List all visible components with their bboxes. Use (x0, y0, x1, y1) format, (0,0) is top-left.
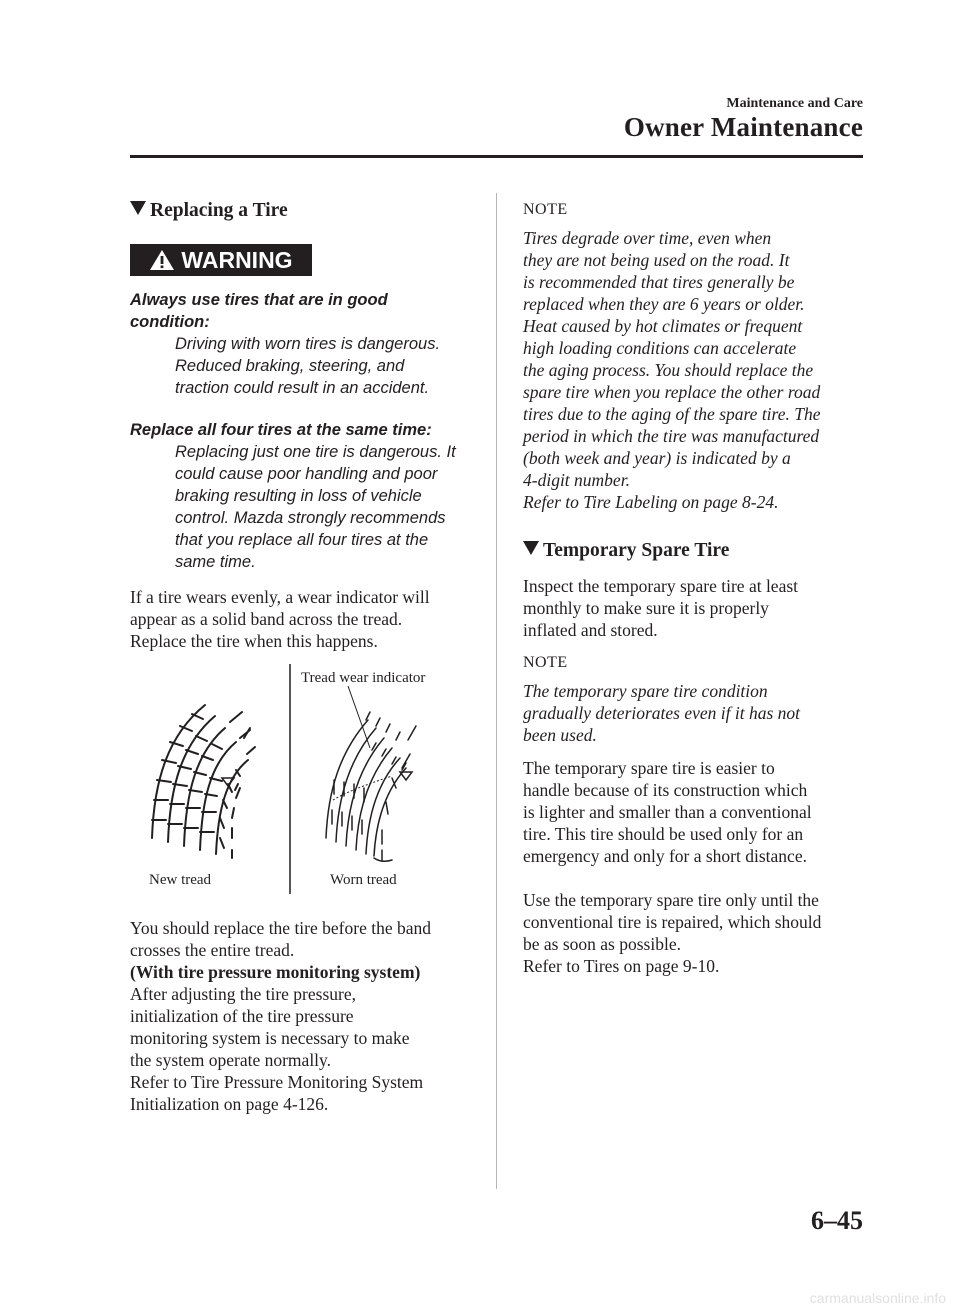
wear-indicator-paragraph: If a tire wears evenly, a wear indicator will appear as a solid band across the tread. Replace the tire when this happens. (130, 587, 430, 651)
note-2-label: NOTE (523, 654, 568, 671)
replace-before-band-paragraph: You should replace the tire before the band crosses the entire tread. (130, 918, 431, 960)
watermark: carmanualsonline.info (809, 1290, 946, 1306)
running-header-title: Owner Maintenance (623, 112, 863, 142)
triangle-bullet-icon (523, 541, 539, 555)
note-1-text: Tires degrade over time, even when they are not being used on the road. It is recommended that tires generally be replaced when they are 6 years or older. Heat caused by hot climates or frequent high loading conditions can accelerate the aging process. You should replace the spare tire when you replace the other road tires due to the aging of the spare tire. The period in which the tire was manufactured (both week and year) is indicated by a 4-digit number. Refer to Tire Labeling on page 8-24. (523, 228, 821, 512)
tread-illustration (130, 660, 470, 900)
note-2-text: The temporary spare tire condition gradually deteriorates even if it has not been used. (523, 681, 801, 745)
spare-construction-paragraph: The temporary spare tire is easier to handle because of its construction which is lighter and smaller than a conventional tire. This tire should be used only for an emergency and only for a short distance. (523, 758, 812, 866)
worn-tread-label: Worn tread (330, 872, 397, 888)
tread-wear-indicator-label: Tread wear indicator (301, 670, 426, 686)
tpms-subheading: (With tire pressure monitoring system) (130, 962, 421, 982)
section-heading-replacing-a-tire: Replacing a Tire (130, 200, 288, 222)
header-rule (130, 155, 863, 158)
warning-icon (149, 249, 175, 271)
tpms-paragraph: After adjusting the tire pressure, initialization of the tire pressure monitoring system is necessary to make the system operate normally. Refer to Tire Pressure Monitoring System Initialization on page 4-126. (130, 984, 424, 1114)
warning-1-heading: Always use tires that are in good condition: (130, 291, 388, 331)
warning-badge: WARNING (130, 244, 312, 276)
warning-2-heading: Replace all four tires at the same time: (130, 421, 432, 439)
column-divider (496, 193, 497, 1189)
running-header-section: Maintenance and Care (726, 96, 863, 111)
triangle-bullet-icon (130, 201, 146, 215)
inspect-spare-paragraph: Inspect the temporary spare tire at least monthly to make sure it is properly inflated and stored. (523, 576, 799, 640)
page-number: 6–45 (811, 1206, 863, 1235)
section-heading-temporary-spare-tire: Temporary Spare Tire (523, 540, 729, 562)
tread-figure (130, 660, 470, 900)
note-1-label: NOTE (523, 201, 568, 218)
new-tread-label: New tread (149, 872, 212, 888)
warning-2-body: Replacing just one tire is dangerous. It could cause poor handling and poor braking resulting in loss of vehicle control. Mazda strongly recommends that you replace all four tires at the same time. (175, 443, 456, 571)
warning-1-body: Driving with worn tires is dangerous. Reduced braking, steering, and traction could result in an accident. (175, 335, 441, 397)
spare-usage-paragraph: Use the temporary spare tire only until the conventional tire is repaired, which should be as soon as possible. Refer to Tires on page 9-10. (523, 890, 822, 976)
